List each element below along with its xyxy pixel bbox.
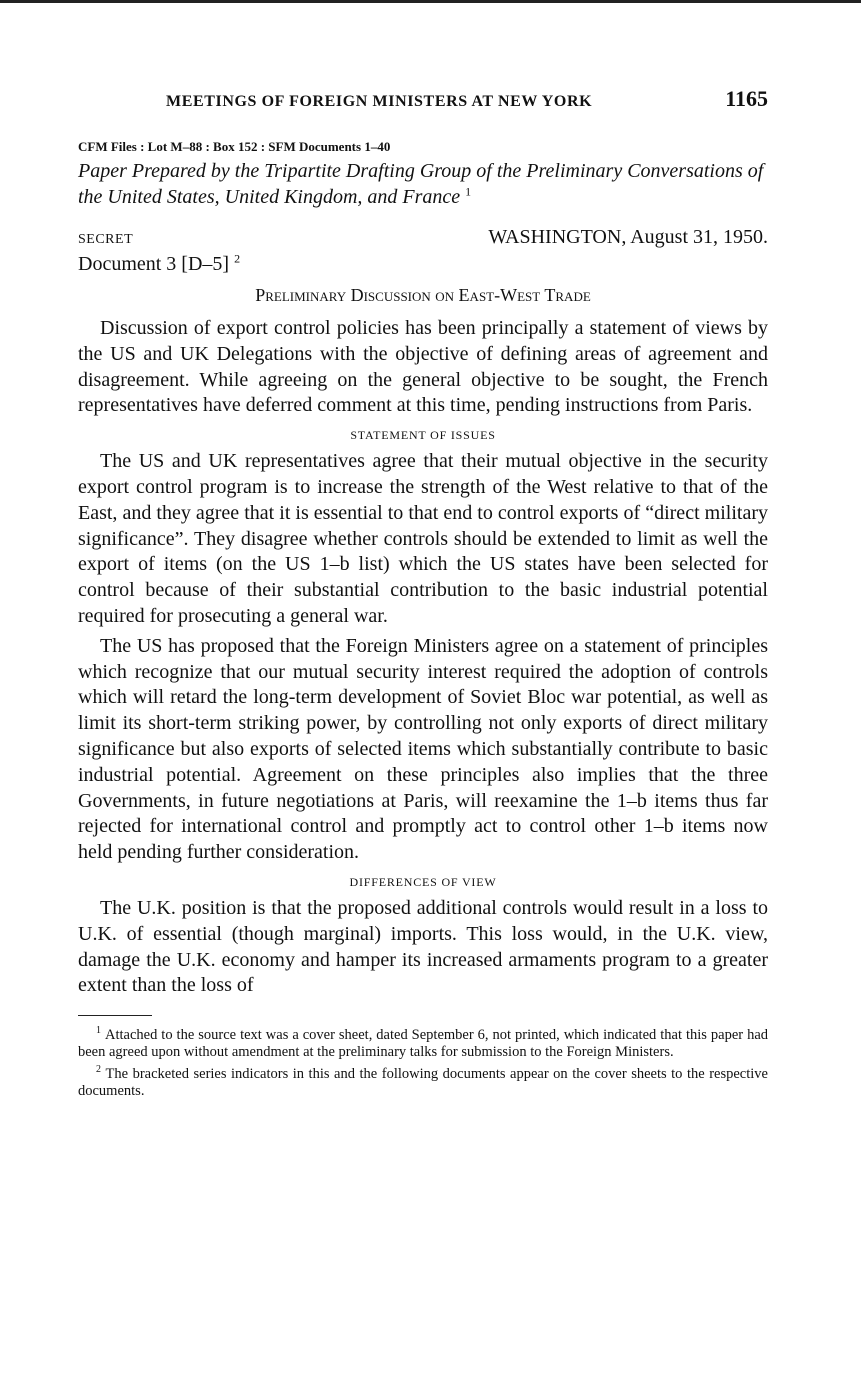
top-edge-rule — [0, 0, 861, 3]
issues-paragraph: The US has proposed that the Foreign Ministers agree on a statement of principles which recognize that our mutual security interest required the adoption of controls which will retard the long-term development of Soviet Bloc war potential, as well as limit its short-term striking power, by controlling not only exports of direct military significance but also exports of selected items which substantially contribute to basic industrial potential. Agreement on these principles also implies that the three Governments, in future negotiations at Paris, will reexamine the 1–b items thus far rejected for international control and promptly act to control other 1–b items now held pending further consideration. — [78, 634, 768, 864]
document-number — [78, 250, 768, 278]
dateline: WASHINGTON, August 31, 1950. — [488, 226, 768, 248]
running-title: MEETINGS OF FOREIGN MINISTERS AT NEW YORK — [166, 93, 593, 110]
footnotes — [78, 1022, 768, 1100]
file-reference: CFM Files : Lot M–88 : Box 152 : SFM Documents 1–40 — [78, 139, 391, 154]
meta-row — [78, 226, 768, 250]
footnote-ref-2: 2 — [234, 251, 241, 266]
document-title — [78, 158, 768, 210]
running-head — [78, 86, 768, 116]
footnote-mark: 2 — [96, 1063, 101, 1075]
page — [78, 86, 768, 1100]
document-title-text: Paper Prepared by the Tripartite Drafting Group of the Preliminary Conversations of the United States, United Kingdom, and France — [78, 160, 764, 208]
footnote-ref-1: 1 — [465, 184, 472, 199]
differences-paragraph: The U.K. position is that the proposed additional controls would result in a loss to U.K. of essential (though marginal) imports. This loss would, in the U.K. view, damage the U.K. economy and hamper its increased armaments program to a greater extent than the loss of — [78, 896, 768, 997]
subsection-heading-differences: DIFFERENCES OF VIEW — [349, 874, 497, 889]
footnote-divider — [78, 1015, 152, 1016]
subsection-heading-issues: STATEMENT OF ISSUES — [350, 428, 496, 443]
document-number-text: Document 3 [D–5] — [78, 253, 230, 275]
footnote-mark: 1 — [96, 1025, 101, 1037]
page-number: 1165 — [725, 86, 768, 111]
footnote — [78, 1022, 768, 1061]
section-title: Preliminary Discussion on East-West Trade — [255, 285, 591, 305]
footnote-text: Attached to the source text was a cover sheet, dated September 6, not printed, which indicated that this paper had been agreed upon without amendment at the preliminary talks for submission to the Foreign Ministers. — [78, 1026, 769, 1060]
issues-paragraph: The US and UK representatives agree that their mutual objective in the security export control program is to increase the strength of the West relative to that of the East, and they agree that it is essential to that end to control exports of “direct military significance”. They disagree whether controls should be extended to limit as well the export of items (on the US 1–b list) which the US states have been selected for control because of their substantial contribution to the basic industrial potential required for prosecuting a general war. — [78, 450, 768, 627]
classification: SECRET — [78, 232, 134, 247]
footnote-text: The bracketed series indicators in this and the following documents appear on the cover sheets to the respective documents. — [78, 1065, 768, 1099]
intro-paragraph: Discussion of export control policies has been principally a statement of views by the US and UK Delegations with the objective of defining areas of agreement and disagreement. While agreeing on the general objective to be sought, the French representatives have deferred comment at this time, pending instructions from Paris. — [78, 317, 768, 417]
footnote — [78, 1061, 768, 1100]
